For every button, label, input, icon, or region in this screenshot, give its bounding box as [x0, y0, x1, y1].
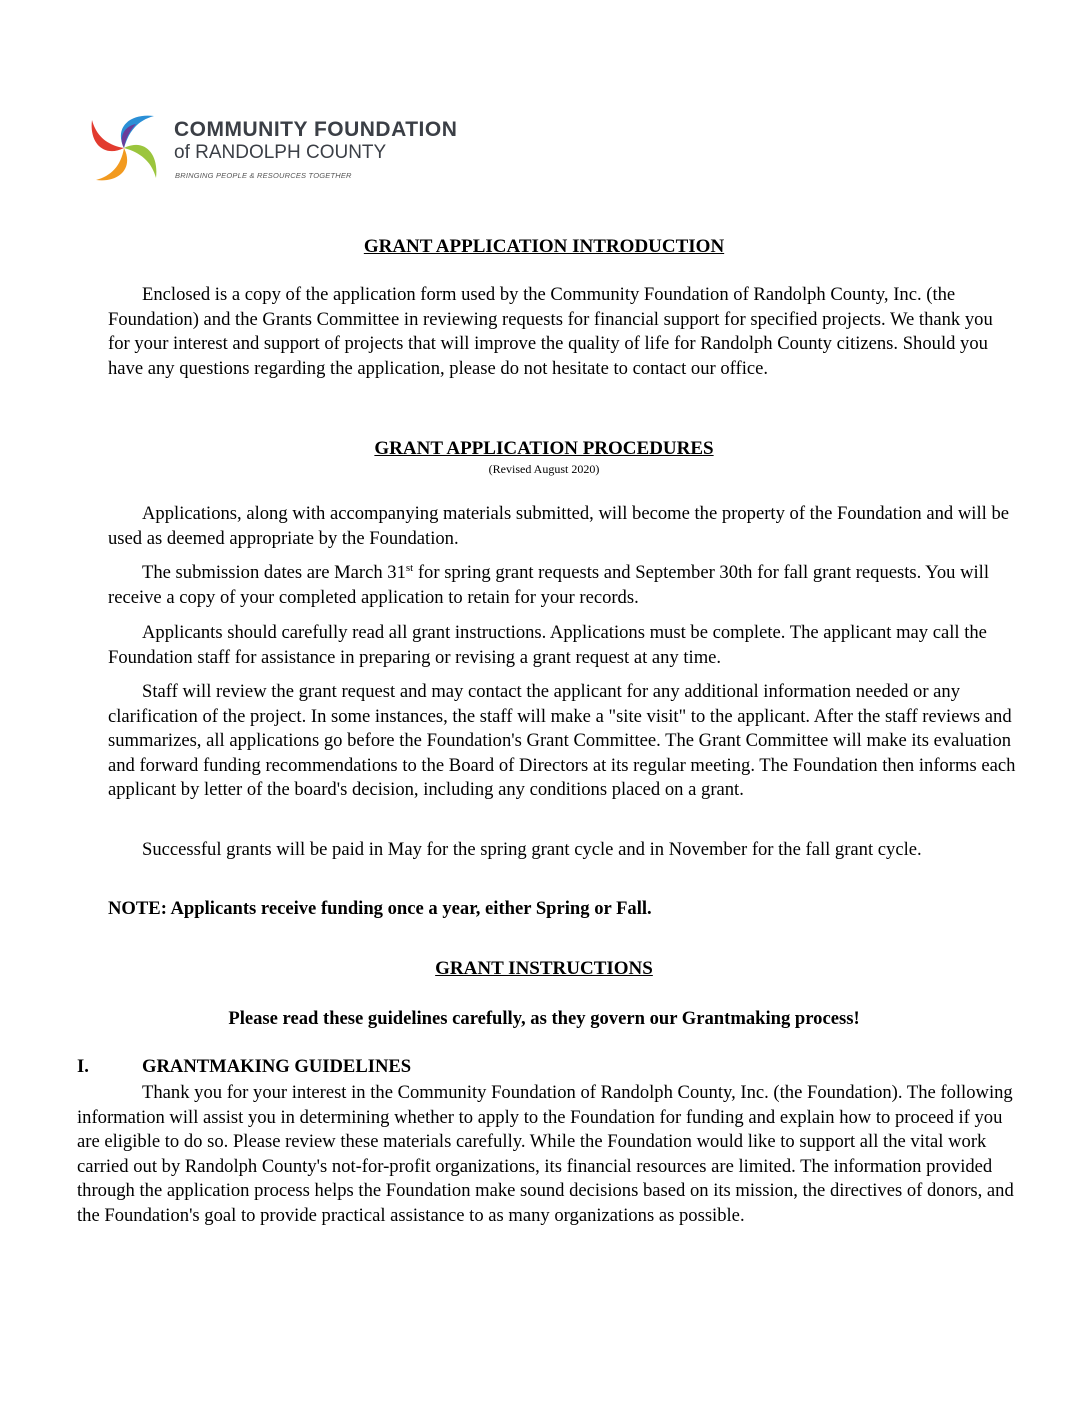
foundation-logo [80, 86, 510, 206]
section-paragraph: Thank you for your interest in the Community Foundation of Randolph County, Inc. (the Foundation). The following information will assist you in determining whether to apply to the Foundation for funding and explain how to proceed if you are eligible to do so. Please review these materials carefully. While the Foundation would like to support all the vital work carried out by Randolph County's not-for-profit organizations, its financial resources are limited. The information provided through the application process helps the Foundation make sound decisions based on its mission, the directives of donors, and the Foundation's goal to provide practical assistance to as many organizations as possible. [77, 1082, 1014, 1226]
procedures-heading: GRANT APPLICATION PROCEDURES [374, 438, 714, 459]
revised-date: (Revised August 2020) [488, 462, 600, 476]
swirl-logo-icon [84, 108, 164, 188]
intro-paragraph: Enclosed is a copy of the application form used by the Community Foundation of Randolph County, Inc. (the Foundation) and the Grants Committee in reviewing requests for financial support for specified projects. We thank you for your interest and support of projects that will improve the quality of life for Randolph County citizens. Should you have any questions regarding the application, please do not hesitate to contact our office. [108, 284, 993, 379]
funding-note: NOTE: Applicants receive funding once a year, either Spring or Fall. [108, 898, 652, 919]
procedures-paragraph-2 [108, 561, 1018, 610]
procedures-paragraph-4: Staff will review the grant request and may contact the applicant for any additional information needed or any clarification of the project. In some instances, the staff will make a "site visit" to the applicant. After the staff reviews and summarizes, all applications go before the Foundation's Grant Committee. The Grant Committee will make its evaluation and forward funding recommendations to the Board of Directors at its regular meeting. The Foundation then informs each applicant by letter of the board's decision, including any conditions placed on a grant. [108, 681, 1016, 801]
p2-text-end: for spring grant requests and September 30th for fall grant requests. You will receive a copy of your completed application to retain for your records. [108, 562, 989, 608]
instructions-heading: GRANT INSTRUCTIONS [435, 958, 653, 979]
guideline-notice: Please read these guidelines carefully, as they govern our Grantmaking process! [228, 1008, 860, 1029]
section-number: I. [77, 1056, 89, 1077]
section-title: GRANTMAKING GUIDELINES [142, 1056, 412, 1077]
procedures-paragraph-1: Applications, along with accompanying materials submitted, will become the property of the Foundation and will be used as deemed appropriate by the Foundation. [108, 503, 1009, 549]
logo-tagline: BRINGING PEOPLE & RESOURCES TOGETHER [175, 171, 352, 180]
intro-heading: GRANT APPLICATION INTRODUCTION [363, 236, 725, 257]
p2-superscript: st [405, 561, 414, 574]
p2-text-start: The submission dates are March 31 [142, 562, 406, 583]
procedures-paragraph-3: Applicants should carefully read all grant instructions. Applications must be complete. The applicant may call the Foundation staff for assistance in preparing or revising a grant request at any time. [108, 622, 987, 668]
procedures-paragraph-5: Successful grants will be paid in May for the spring grant cycle and in November for the fall grant cycle. [142, 839, 922, 860]
logo-subtitle: of RANDOLPH COUNTY [174, 142, 387, 163]
logo-title: COMMUNITY FOUNDATION [174, 118, 458, 141]
